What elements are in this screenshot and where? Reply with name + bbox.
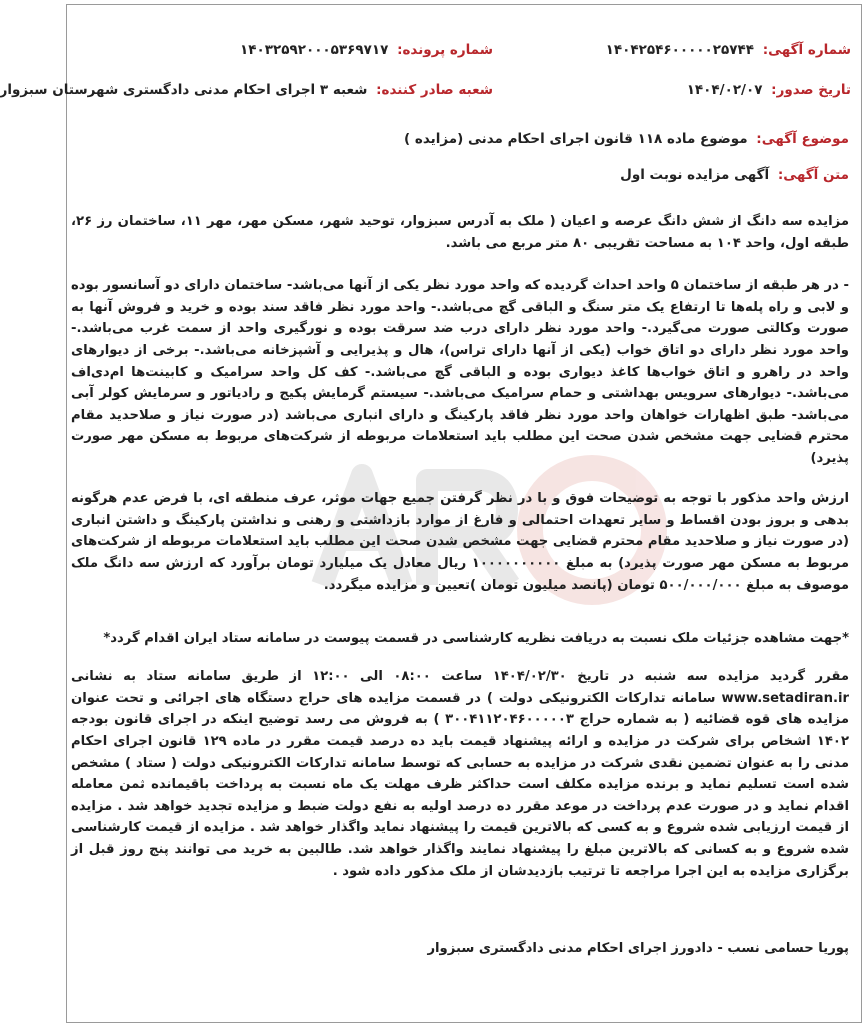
issuing-branch (0, 79, 493, 101)
signature-line: پوریا حسامی نسب - دادورز اجرای احکام مدنی دادگستری سبزوار (427, 941, 849, 957)
issue-date (687, 79, 851, 101)
case-number (240, 39, 493, 61)
property-details-paragraph: - در هر طبقه از ساختمان ۵ واحد احداث گردیده که واحد مورد نظر یکی از آنها می‌باشد- ساختمان دارای دو آسانسور بوده و لابی و راه پله‌ها تا ارتفاع یک متر سنگ و الباقی گچ می‌باشد.- واحد مورد نظر فاقد سند بوده و خرید و فروش آنها به صورت وکالتی صورت می‌گیرد.- واحد مورد نظر دارای درب ضد سرقت بوده و نورگیری واحد از سمت غرب می‌باشد.- واحد مورد نظر دارای دو اتاق خواب (یکی از آنها دارای تراس)، هال و پذیرایی و آشپزخانه می‌باشد.- برخی از دیوارهای واحد در راهرو و اتاق خواب‌ها کاغذ دیواری بوده و الباقی گچ می‌باشد.- کف کل واحد سرامیک و کابینت‌ها ام‌دی‌اف می‌باشد.- دیوارهای سرویس بهداشتی و حمام سرامیک می‌باشد.- سیستم گرمایش پکیج و رادیاتور و سرمایش کولر آبی می‌باشد- طبق اظهارات خواهان واحد مورد نظر فاقد پارکینگ و دارای انباری می‌باشد (در صورت نیاز و صلاحدید مقام محترم قضایی جهت مشخص شدن صحت این مطلب باید استعلامات مربوطه از شرکت‌های مربوط به مسکن مهر صورت پذیرد) (71, 278, 849, 466)
issue-date-value: ۱۴۰۴/۰۲/۰۷ (686, 82, 763, 98)
valuation-paragraph: ارزش واحد مذکور با توجه به توضیحات فوق و با در نظر گرفتن جمیع جهات موثر، عرف منطقه ای، با فرض عدم هرگونه بدهی و بروز بودن اقساط و سایر تعهدات احتمالی و فارغ از موارد بازداشتی و رهنی و نداشتن پارکینگ و داشتن انباری (در صورت نیاز و صلاحدید مقام محترم قضایی جهت مشخص شدن صحت این مطلب باید استعلامات مربوطه از شرکت‌های مربوط به مسکن مهر صورت پذیرد) به مبلغ ۱۰۰۰۰۰۰۰۰۰۰ ریال معادل یک میلیارد تومان برآورد که ارزش سه دانگ ملک موصوف به مبلغ ۵۰۰/۰۰۰/۰۰۰ تومان (پانصد میلیون تومان )تعیین و مزایده میگردد. (71, 491, 849, 593)
notice-frame (0, 4, 862, 1023)
issuing-branch-value: شعبه ۳ اجرای احکام مدنی دادگستری شهرستان سبزوار (0, 82, 368, 98)
case-number-label: شماره پرونده: (397, 42, 493, 58)
ad-number (606, 39, 851, 61)
property-description-paragraph: مزایده سه دانگ از شش دانگ عرصه و اعیان ( ملک به آدرس سبزوار، توحید شهر، مسکن مهر، مهر ۱۱، ساختمان رز ۲۶، طبقه اول، واحد ۱۰۴ به مساحت تقریبی ۸۰ متر مربع می باشد. (71, 214, 849, 251)
issuing-branch-label: شعبه صادر کننده: (376, 82, 493, 98)
attachment-note-paragraph: *جهت مشاهده جزئیات ملک نسبت به دریافت نظریه کارشناسی در قسمت پیوست در سامانه ستاد ایران اقدام گردد* (103, 631, 849, 647)
auction-terms-paragraph: مقرر گردید مزایده سه شنبه در تاریخ ۱۴۰۴/۰۲/۳۰ ساعت ۰۸:۰۰ الی ۱۲:۰۰ از طریق سامانه ستاد به نشانی www.setadiran.ir سامانه تدارکات الکترونیکی دولت ) در قسمت مزایده های حراج دستگاه های اجرائی و تحت عنوان مزایده های قوه قضائیه ( به شماره حراج ۳۰۰۴۱۱۲۰۴۶۰۰۰۰۰۳ ) به فروش می رسد توضیح اینکه در اجرای قانون بودجه ۱۴۰۲ اشخاص برای شرکت در مزایده و ارائه پیشنهاد قیمت باید ده درصد قیمت مقرر در ماده ۱۲۹ قانون اجرای احکام مدنی را به عنوان تضمین نقدی شرکت در مزایده به حسابی که توسط سامانه تدارکات الکترونیکی دولت ( ستاد ) مشخص شده است تسلیم نماید و برنده مزایده مکلف است حداکثر ظرف مهلت یک ماه نسبت به پرداخت باقیمانده ثمن معامله اقدام نماید و در صورت عدم پرداخت در موعد مقرر ده درصد اولیه به نفع دولت ضبط و مزایده تجدید خواهد شد . مزایده از قیمت ارزیابی شده شروع و به کسی که بالاترین قیمت را پیشنهاد نماید واگذار خواهد شد . مزایده از قیمت کارشناسی شده شروع و به کسانی که بالاترین مبلغ را پیشنهاد نمایند واگذار خواهد شد. طالبین به خرید می توانند پنج روز قبل از برگزاری مزایده به این اجرا مراجعه تا ترتیب بازدیدشان از ملک مذکور داده شود . (71, 669, 850, 879)
ad-number-label: شماره آگهی: (762, 42, 851, 58)
notice-text-title: آگهی مزایده نوبت اول (620, 167, 770, 183)
notice-text-label: متن آگهی: (777, 167, 849, 183)
notice-subject-value: موضوع ماده ۱۱۸ قانون اجرای احکام مدنی (مزایده ) (404, 131, 748, 147)
notice-subject-label: موضوع آگهی: (756, 131, 849, 147)
issue-date-label: تاریخ صدور: (771, 82, 851, 98)
case-number-value: ۱۴۰۳۲۵۹۲۰۰۰۵۳۶۹۷۱۷ (240, 42, 389, 58)
notice-subject (404, 129, 849, 149)
notice-text-heading (620, 165, 849, 185)
ad-number-value: ۱۴۰۴۲۵۴۶۰۰۰۰۰۲۵۷۴۴ (605, 42, 754, 58)
